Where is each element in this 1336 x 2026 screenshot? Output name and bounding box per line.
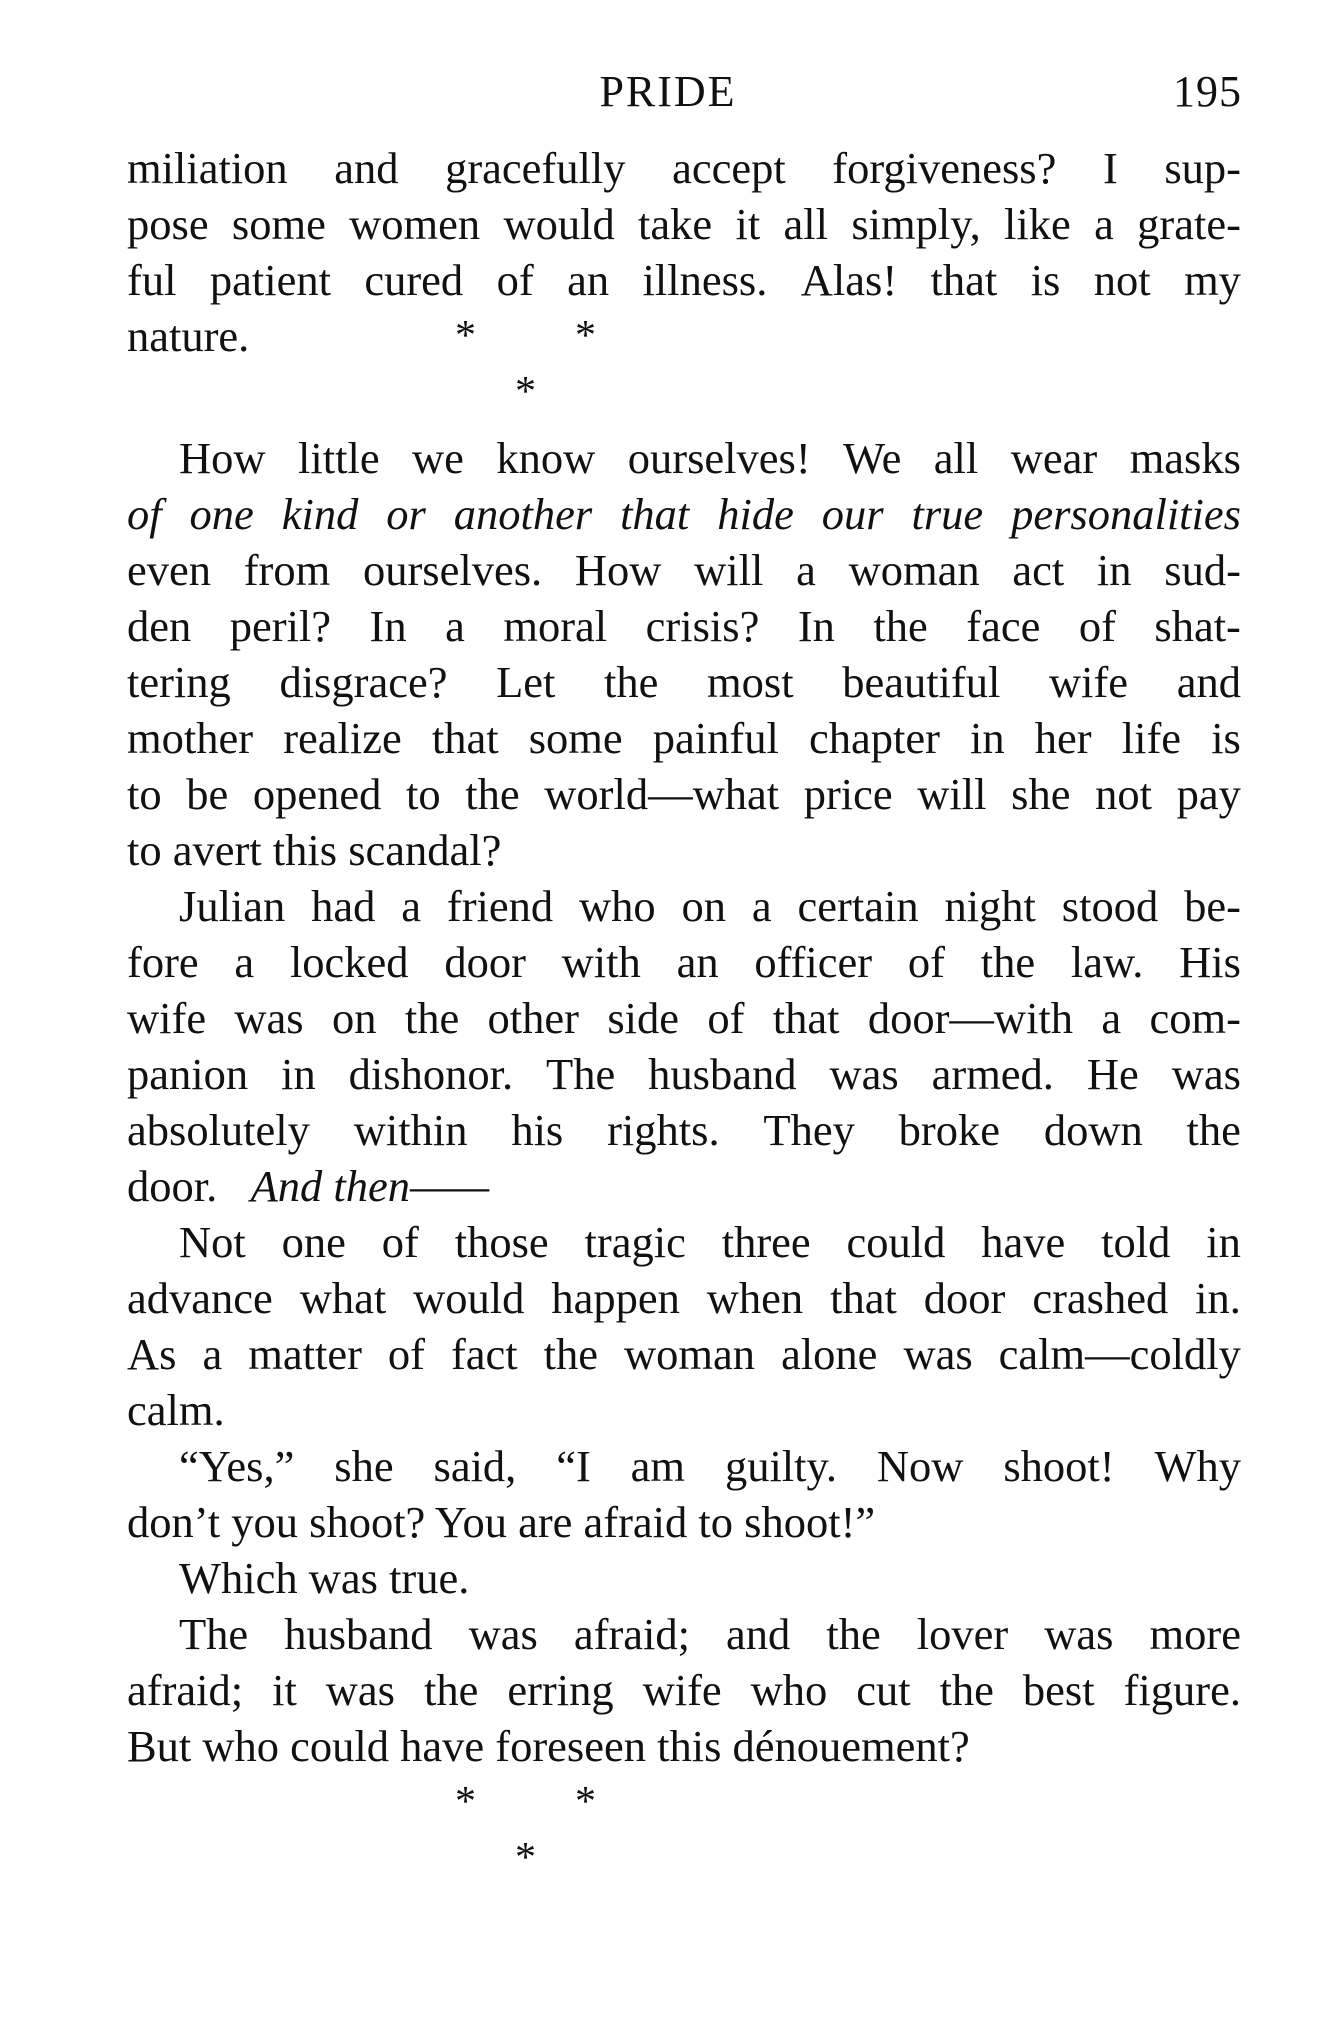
text-line: Not one of those tragic three could have told in [179, 1217, 1241, 1267]
text-line: As a matter of fact the woman alone was calm—coldly [127, 1329, 1241, 1379]
italic-fragment: And then—— [250, 1161, 490, 1211]
text-line: den peril? In a moral crisis? In the face of shat- [127, 601, 1241, 651]
text-line: How little we know ourselves! We all wear masks [179, 433, 1241, 483]
asterisk-ornament: * [455, 1779, 476, 1825]
text-line: pose some women would take it all simply, like a grate- [127, 199, 1241, 249]
text-line: wife was on the other side of that door—with a com- [127, 993, 1241, 1043]
text-line: But who could have foreseen this dénouement? [127, 1721, 970, 1771]
section-break-row-1 [127, 308, 1241, 364]
section-break-row-3 [127, 1774, 1241, 1830]
running-head [0, 62, 1336, 122]
text-line: fore a locked door with an officer of the law. His [127, 937, 1241, 987]
text-line: don’t you shoot? You are afraid to shoot!” [127, 1497, 876, 1547]
asterisk-ornament: * [515, 1835, 536, 1881]
section-break-row-4 [127, 1830, 1241, 1886]
asterisk-ornament: * [575, 1779, 596, 1825]
text-line: panion in dishonor. The husband was armed. He was [127, 1049, 1241, 1099]
asterisk-ornament: * [455, 313, 476, 359]
page-title: PRIDE [599, 67, 737, 116]
text-line: calm. [127, 1385, 225, 1435]
text-line: afraid; it was the erring wife who cut the best figure. [127, 1665, 1241, 1715]
text-line: tering disgrace? Let the most beautiful wife and [127, 657, 1241, 707]
spacer [127, 420, 1241, 430]
text-line: nature. [127, 311, 250, 361]
text-line: “Yes,” she said, “I am guilty. Now shoot! Why [179, 1441, 1241, 1491]
text-line: mother realize that some painful chapter in her life is [127, 713, 1241, 763]
text-line: absolutely within his rights. They broke down the [127, 1105, 1241, 1155]
asterisk-ornament: * [575, 313, 596, 359]
asterisk-ornament: * [515, 369, 536, 415]
text-line: advance what would happen when that door crashed in. [127, 1273, 1241, 1323]
text-line: to be opened to the world—what price will she not pay [127, 769, 1241, 819]
text-line-door [127, 1158, 1241, 1214]
text-line: Julian had a friend who on a certain night stood be- [179, 881, 1241, 931]
text-line: ful patient cured of an illness. Alas! that is not my [127, 255, 1241, 305]
text-line: miliation and gracefully accept forgiveness? I sup- [127, 143, 1241, 193]
text-line: The husband was afraid; and the lover was more [179, 1609, 1241, 1659]
text-line: Which was true. [179, 1553, 470, 1603]
section-break-row-2 [127, 364, 1241, 420]
text-fragment: door. [127, 1161, 218, 1211]
body-text [127, 140, 1241, 1886]
text-line: even from ourselves. How will a woman act in sud- [127, 545, 1241, 595]
text-line: of one kind or another that hide our true personalities [127, 489, 1241, 539]
text-line: to avert this scandal? [127, 825, 502, 875]
page-number: 195 [1173, 67, 1242, 116]
